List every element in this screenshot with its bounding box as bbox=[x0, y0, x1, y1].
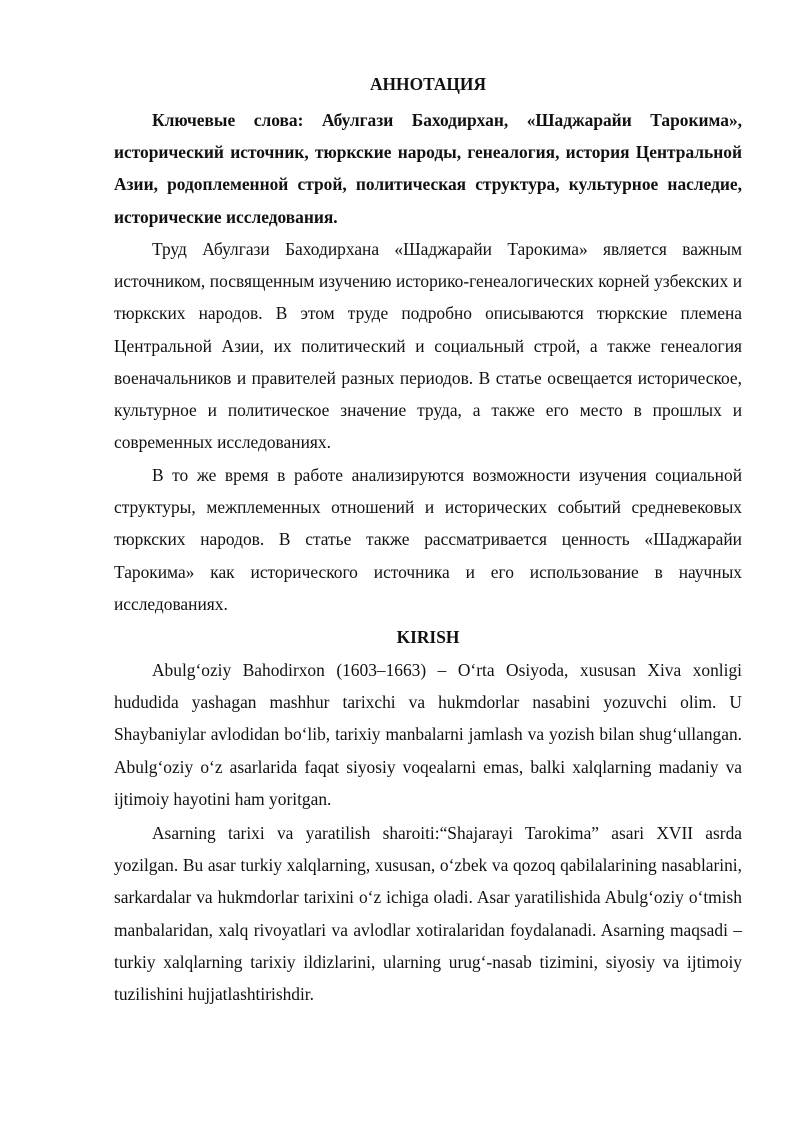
annotation-paragraph-1: Труд Абулгази Баходирхана «Шаджарайи Тарокима» является важным источником, посвященным изучению историко-генеалогических корней узбекских и тюркских народов. В этом труде подробно описываются тюркские племена Центральной Азии, их политический и социальный строй, а также генеалогия военачальников и правителей разных периодов. В статье освещается историческое, культурное и политическое значение труда, а также его место в прошлых и современных исследованиях. bbox=[114, 239, 742, 453]
introduction-title: KIRISH bbox=[396, 627, 460, 647]
keywords-paragraph: Ключевые слова: Абулгази Баходирхан, «Шаджарайи Тарокима», исторический источник, тюркские народы, генеалогия, история Центральной Азии, родоплеменной строй, политическая структура, культурное наследие, исторические исследования. bbox=[114, 110, 742, 227]
introduction-paragraph-1: Abulg‘oziy Bahodirxon (1603–1663) – O‘rta Osiyoda, xususan Xiva xonligi hududida yashagan mashhur tarixchi va hukmdorlar nasabini yozuvchi olim. U Shaybaniylar avlodidan bo‘lib, tarixiy manbalarni jamlash va yozish bilan shug‘ullangan. Abulg‘oziy o‘z asarlarida faqat siyosiy voqealarni emas, balki xalqlarning madaniy va ijtimoiy hayotini ham yoritgan. bbox=[114, 660, 742, 809]
introduction-paragraph-2: Asarning tarixi va yaratilish sharoiti:“Shajarayi Tarokima” asari XVII asrda yozilgan. Bu asar turkiy xalqlarning, xususan, o‘zbek va qozoq qabilalarining nasablarini, sarkardalar va hukmdorlar tarixini o‘z ichiga oladi. Asar yaratilishida Abulg‘oziy o‘tmish manbalaridan, xalq rivoyatlari va avlodlar xotiralaridan foydalanadi. Asarning maqsadi – turkiy xalqlarning tarixiy ildizlarini, ularning urug‘-nasab tizimini, siyosiy va ijtimoiy tuzilishini hujjatlashtirishdir. bbox=[114, 823, 742, 1005]
annotation-paragraph-2: В то же время в работе анализируются возможности изучения социальной структуры, межплеменных отношений и исторических событий средневековых тюркских народов. В статье также рассматривается ценность «Шаджарайи Тарокима» как исторического источника и его использование в научных исследованиях. bbox=[114, 465, 742, 614]
annotation-title: АННОТАЦИЯ bbox=[369, 74, 487, 94]
